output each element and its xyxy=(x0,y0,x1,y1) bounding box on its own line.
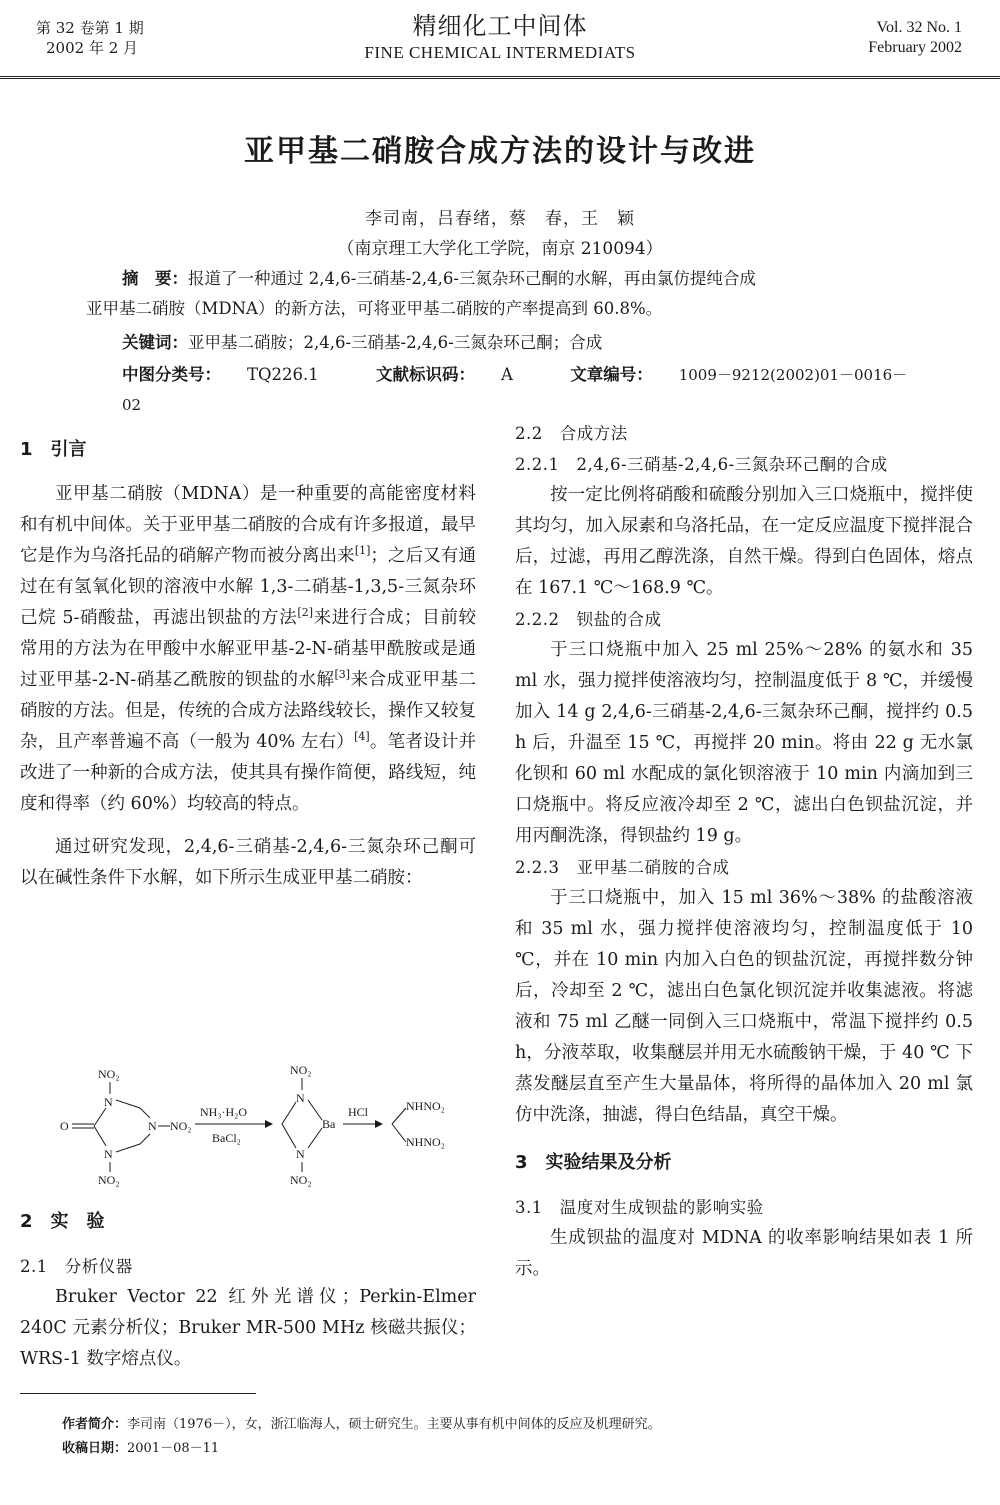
doc-code-label: 文献标识码： xyxy=(376,365,476,384)
bond xyxy=(282,1124,296,1148)
bond xyxy=(282,1102,296,1124)
bond xyxy=(116,1144,140,1152)
keywords xyxy=(86,328,962,358)
bond xyxy=(116,1100,140,1108)
bond xyxy=(94,1108,106,1126)
date-en: February 2002 xyxy=(868,39,962,56)
section-2-1-heading: 2.1 分析仪器 xyxy=(20,1257,133,1276)
reagent-ammonia: NH₃·H₂O xyxy=(200,1105,248,1119)
synthesis-1-paragraph: 按一定比例将硝酸和硫酸分别加入三口烧瓶中，搅拌使其均匀，加入尿素和乌洛托品，在一定反应温度下搅拌混合后，过滤，再用乙醇洗涤，自然干燥。得到白色固体，熔点在 167.1 ℃～168.9 ℃。 xyxy=(515,485,973,598)
no2-bottom-salt: NO₂ xyxy=(290,1173,312,1187)
affiliation: （南京理工大学化工学院，南京 210094） xyxy=(337,239,663,259)
bond xyxy=(308,1100,322,1120)
ref-3: [3] xyxy=(334,668,351,682)
right-column xyxy=(515,418,973,1285)
authors: 李司南，吕春绪，蔡 春，王 颖 xyxy=(365,209,635,229)
journal-name-cn: 精细化工中间体 xyxy=(412,12,588,40)
journal-volume-en xyxy=(868,18,962,58)
reagent-bacl2: BaCl₂ xyxy=(212,1131,241,1145)
author-bio xyxy=(62,1414,661,1436)
ref-1: [1] xyxy=(354,544,371,558)
product-nhno2-top: NHNO₂ xyxy=(406,1099,445,1113)
no2-top-reactant: NO₂ xyxy=(98,1067,120,1081)
footnote-rule xyxy=(20,1393,256,1394)
n-right-reactant: N xyxy=(148,1119,157,1133)
intro-text-a: 亚甲基二硝胺（MDNA）是一种重要的高能密度材料和有机中间体。关于亚甲基二硝胺的合成有许多报道，最早它是作为乌洛托品的硝解产物而被分离出来 xyxy=(20,484,476,566)
doc-code-value: A xyxy=(501,365,513,384)
product-nhno2-bottom: NHNO₂ xyxy=(406,1135,445,1149)
arrow-1-head xyxy=(265,1120,273,1128)
section-1-heading: 1 引言 xyxy=(20,439,87,460)
left-column-top xyxy=(20,434,476,894)
bond xyxy=(308,1128,322,1148)
bond xyxy=(392,1108,406,1124)
no2-bottom-reactant: NO₂ xyxy=(98,1173,120,1187)
volume-en: Vol. 32 No. 1 xyxy=(876,19,962,36)
bond xyxy=(140,1108,150,1118)
intro-text-e: 。笔者设计并改进了一种新的合成方法，使其具有操作简便，路线短，纯度和得率（约 60%）均较高的特点。 xyxy=(20,732,476,814)
clc-label: 中图分类号： xyxy=(122,365,221,384)
bond xyxy=(392,1124,406,1142)
intro-text-c: 来进行合成；目前较常用的方法为在甲酸中水解亚甲基-2-N-硝基甲酰胺或是通过亚甲基-2-N-硝基乙酰胺的钡盐的水解 xyxy=(20,608,477,690)
author-bio-label: 作者简介： xyxy=(62,1417,128,1432)
journal-name-en: FINE CHEMICAL INTERMEDIATS xyxy=(364,43,636,62)
header-rule xyxy=(0,76,1000,79)
abstract-text-1: 报道了一种通过 2,4,6-三硝基-2,4,6-三氮杂环己酮的水解，再由氯仿提纯合成 xyxy=(188,269,756,288)
reagent-hcl: HCl xyxy=(348,1105,369,1119)
no2-top-salt: NO₂ xyxy=(290,1063,312,1077)
intro-text-b: ；之后又有通过在有氢氧化钡的溶液中水解 1,3-二硝基-1,3,5-三氮杂环己烷 5-硝酸盐，再滤出钡盐的方法 xyxy=(20,546,477,628)
received-date-text: 2001－08－11 xyxy=(127,1441,220,1456)
bond xyxy=(94,1126,106,1146)
intro-text-d: 来合成亚甲基二硝胺的方法。但是，传统的合成方法路线较长，操作又较复杂，且产率普遍不高（一般为 40% 左右） xyxy=(20,670,477,752)
intro-paragraph xyxy=(20,479,476,820)
n-top-salt: N xyxy=(296,1091,305,1105)
barium: Ba xyxy=(322,1117,336,1131)
ref-2: [2] xyxy=(297,606,313,620)
section-2-2-heading: 2.2 合成方法 xyxy=(515,424,628,443)
issue-volume: 第 32 卷第 1 期 xyxy=(36,19,144,37)
classification-line xyxy=(86,360,962,420)
synthesis-2-paragraph: 于三口烧瓶中加入 25 ml 25%～28% 的氨水和 35 ml 水，强力搅拌使溶液均匀，控制温度低于 8 ℃，并缓慢加入 14 g 2,4,6-三硝基-2,4,6-三氮杂环己酮，搅拌约 0.5 h 后，升温至 15 ℃，再搅拌 20 min。将由 22 g 无水氯化钡和 60 ml 水配成的氯化钡溶液于 10 min 内滴加到三口烧瓶中。将反应液冷却至 2 ℃，滤出白色钡盐沉淀，并用丙酮洗涤，得钡盐约 19 g。 xyxy=(515,640,973,846)
article-number-value: 1009－9212(2002)01－0016－02 xyxy=(122,366,908,414)
bond xyxy=(140,1134,150,1144)
received-date-label: 收稿日期： xyxy=(62,1441,128,1456)
keywords-label: 关键词： xyxy=(122,333,188,352)
instruments-paragraph: Bruker Vector 22 红外光谱仪；Perkin-Elmer 240C 元素分析仪；Bruker MR-500 MHz 核磁共振仪；WRS-1 数字熔点仪。 xyxy=(20,1287,476,1369)
hydrolysis-paragraph: 通过研究发现，2,4,6-三硝基-2,4,6-三氮杂环己酮可以在碱性条件下水解，如下所示生成亚甲基二硝胺： xyxy=(20,837,476,888)
n-bottom-salt: N xyxy=(296,1147,305,1161)
section-3-1-heading: 3.1 温度对生成钡盐的影响实验 xyxy=(515,1198,764,1217)
issue-date: 2002 年 2 月 xyxy=(46,39,139,57)
carbonyl-oxygen: O xyxy=(60,1119,69,1133)
author-bio-text: 李司南（1976－），女，浙江临海人，硕士研究生。主要从事有机中间体的反应及机理研究。 xyxy=(127,1417,661,1432)
abstract-label: 摘 要： xyxy=(122,269,188,288)
ref-4: [4] xyxy=(354,730,370,744)
section-2-heading: 2 实 验 xyxy=(20,1211,105,1232)
clc-value: TQ226.1 xyxy=(247,365,319,384)
received-date xyxy=(62,1438,219,1460)
reaction-scheme-svg xyxy=(40,1060,480,1190)
section-3-heading: 3 实验结果及分析 xyxy=(515,1152,672,1173)
reaction-scheme xyxy=(40,1060,480,1190)
no2-right-reactant: NO₂ xyxy=(170,1119,192,1133)
section-2-2-1-heading: 2.2.1 2,4,6-三硝基-2,4,6-三氮杂环己酮的合成 xyxy=(515,455,888,474)
n-bottom-reactant: N xyxy=(104,1147,113,1161)
abstract-text-2: 亚甲基二硝胺（MDNA）的新方法，可将亚甲基二硝胺的产率提高到 60.8%。 xyxy=(86,299,663,318)
section-2-2-2-heading: 2.2.2 钡盐的合成 xyxy=(515,610,662,629)
left-column-bottom xyxy=(20,1206,476,1375)
keywords-text: 亚甲基二硝胺；2,4,6-三硝基-2,4,6-三氮杂环己酮；合成 xyxy=(188,333,603,352)
results-paragraph: 生成钡盐的温度对 MDNA 的收率影响结果如表 1 所示。 xyxy=(515,1228,973,1279)
abstract xyxy=(86,264,926,324)
journal-name xyxy=(0,10,1000,64)
paper-title: 亚甲基二硝胺合成方法的设计与改进 xyxy=(244,134,756,169)
arrow-2-head xyxy=(375,1120,383,1128)
synthesis-3-paragraph: 于三口烧瓶中，加入 15 ml 36%～38% 的盐酸溶液和 35 ml 水，强力搅拌使溶液均匀，控制温度低于 10 ℃，并在 10 min 内加入白色的钡盐沉淀，再搅拌数分钟后，冷却至 2 ℃，滤出白色氯化钡沉淀并收集滤液。将滤液和 75 ml 乙醚一同倒入三口烧瓶中，常温下搅拌约 0.5 h，分液萃取，收集醚层并用无水硫酸钠干燥，于 40 ℃ 下蒸发醚层直至产生大量晶体，将所得的晶体加入 20 ml 氯仿中洗涤，抽滤，得白色结晶，真空干燥。 xyxy=(515,888,973,1125)
article-number-label: 文章编号： xyxy=(570,365,653,384)
n-top-reactant: N xyxy=(104,1095,113,1109)
section-2-2-3-heading: 2.2.3 亚甲基二硝胺的合成 xyxy=(515,858,730,877)
